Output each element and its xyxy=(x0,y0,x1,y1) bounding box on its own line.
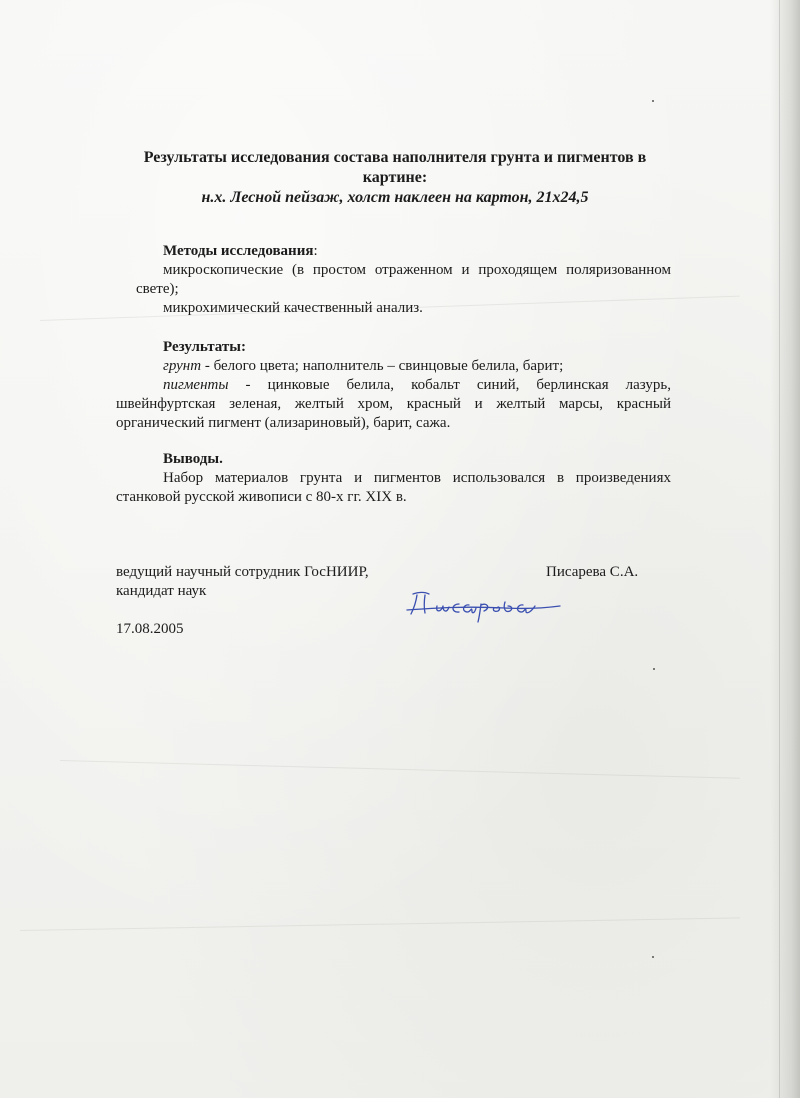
conclusions-text: Набор материалов грунта и пигментов использовался в произведениях станковой русской живописи с 80-х гг. XIX в. xyxy=(116,470,671,505)
results-ground xyxy=(116,357,671,376)
signatory-name: Писарева С.А. xyxy=(546,564,639,580)
methods-heading: Методы исследования xyxy=(163,243,314,259)
handwritten-signature xyxy=(405,586,565,626)
methods-colon: : xyxy=(313,243,318,259)
methods-heading-line xyxy=(116,242,671,261)
results-section xyxy=(116,338,671,433)
signatory-degree: кандидат наук xyxy=(116,583,207,599)
document-date: 17.08.2005 xyxy=(116,621,184,637)
paper-crease xyxy=(60,760,740,779)
conclusions-heading: Выводы. xyxy=(163,451,223,467)
results-pigments xyxy=(116,376,671,433)
ground-label: грунт xyxy=(163,358,202,374)
conclusions-section xyxy=(116,450,671,507)
report-title-line2: картине: xyxy=(362,169,428,186)
methods-section xyxy=(116,242,671,318)
speck xyxy=(653,668,655,670)
pigments-label: пигменты xyxy=(163,377,229,393)
methods-item-microscopy xyxy=(116,261,671,299)
paper-edge-line xyxy=(779,0,780,1098)
speck xyxy=(652,956,654,958)
report-title xyxy=(110,148,680,188)
methods-item-microchemical: микрохимический качественный анализ. xyxy=(163,300,423,316)
pigments-text: - цинковые белила, кобальт синий, берлинская лазурь, швейнфуртская зеленая, желтый хром, красный и желтый марсы, красный органический пигмент (ализариновый), барит, сажа. xyxy=(116,377,671,431)
artwork-description: н.х. Лесной пейзаж, холст наклеен на картон, 21х24,5 xyxy=(201,189,589,206)
signatory-position: ведущий научный сотрудник ГосНИИР, xyxy=(116,564,369,580)
methods-item-microscopy-text: микроскопические (в простом отраженном и проходящем поляризованном свете); xyxy=(136,262,671,297)
report-title-line1: Результаты исследования состава наполнителя грунта и пигментов в xyxy=(143,149,647,166)
speck xyxy=(652,100,654,102)
results-heading: Результаты: xyxy=(163,339,246,355)
paper-edge-shadow xyxy=(770,0,800,1098)
paper-crease xyxy=(20,917,740,931)
ground-text: - белого цвета; наполнитель – свинцовые белила, барит; xyxy=(201,358,564,374)
